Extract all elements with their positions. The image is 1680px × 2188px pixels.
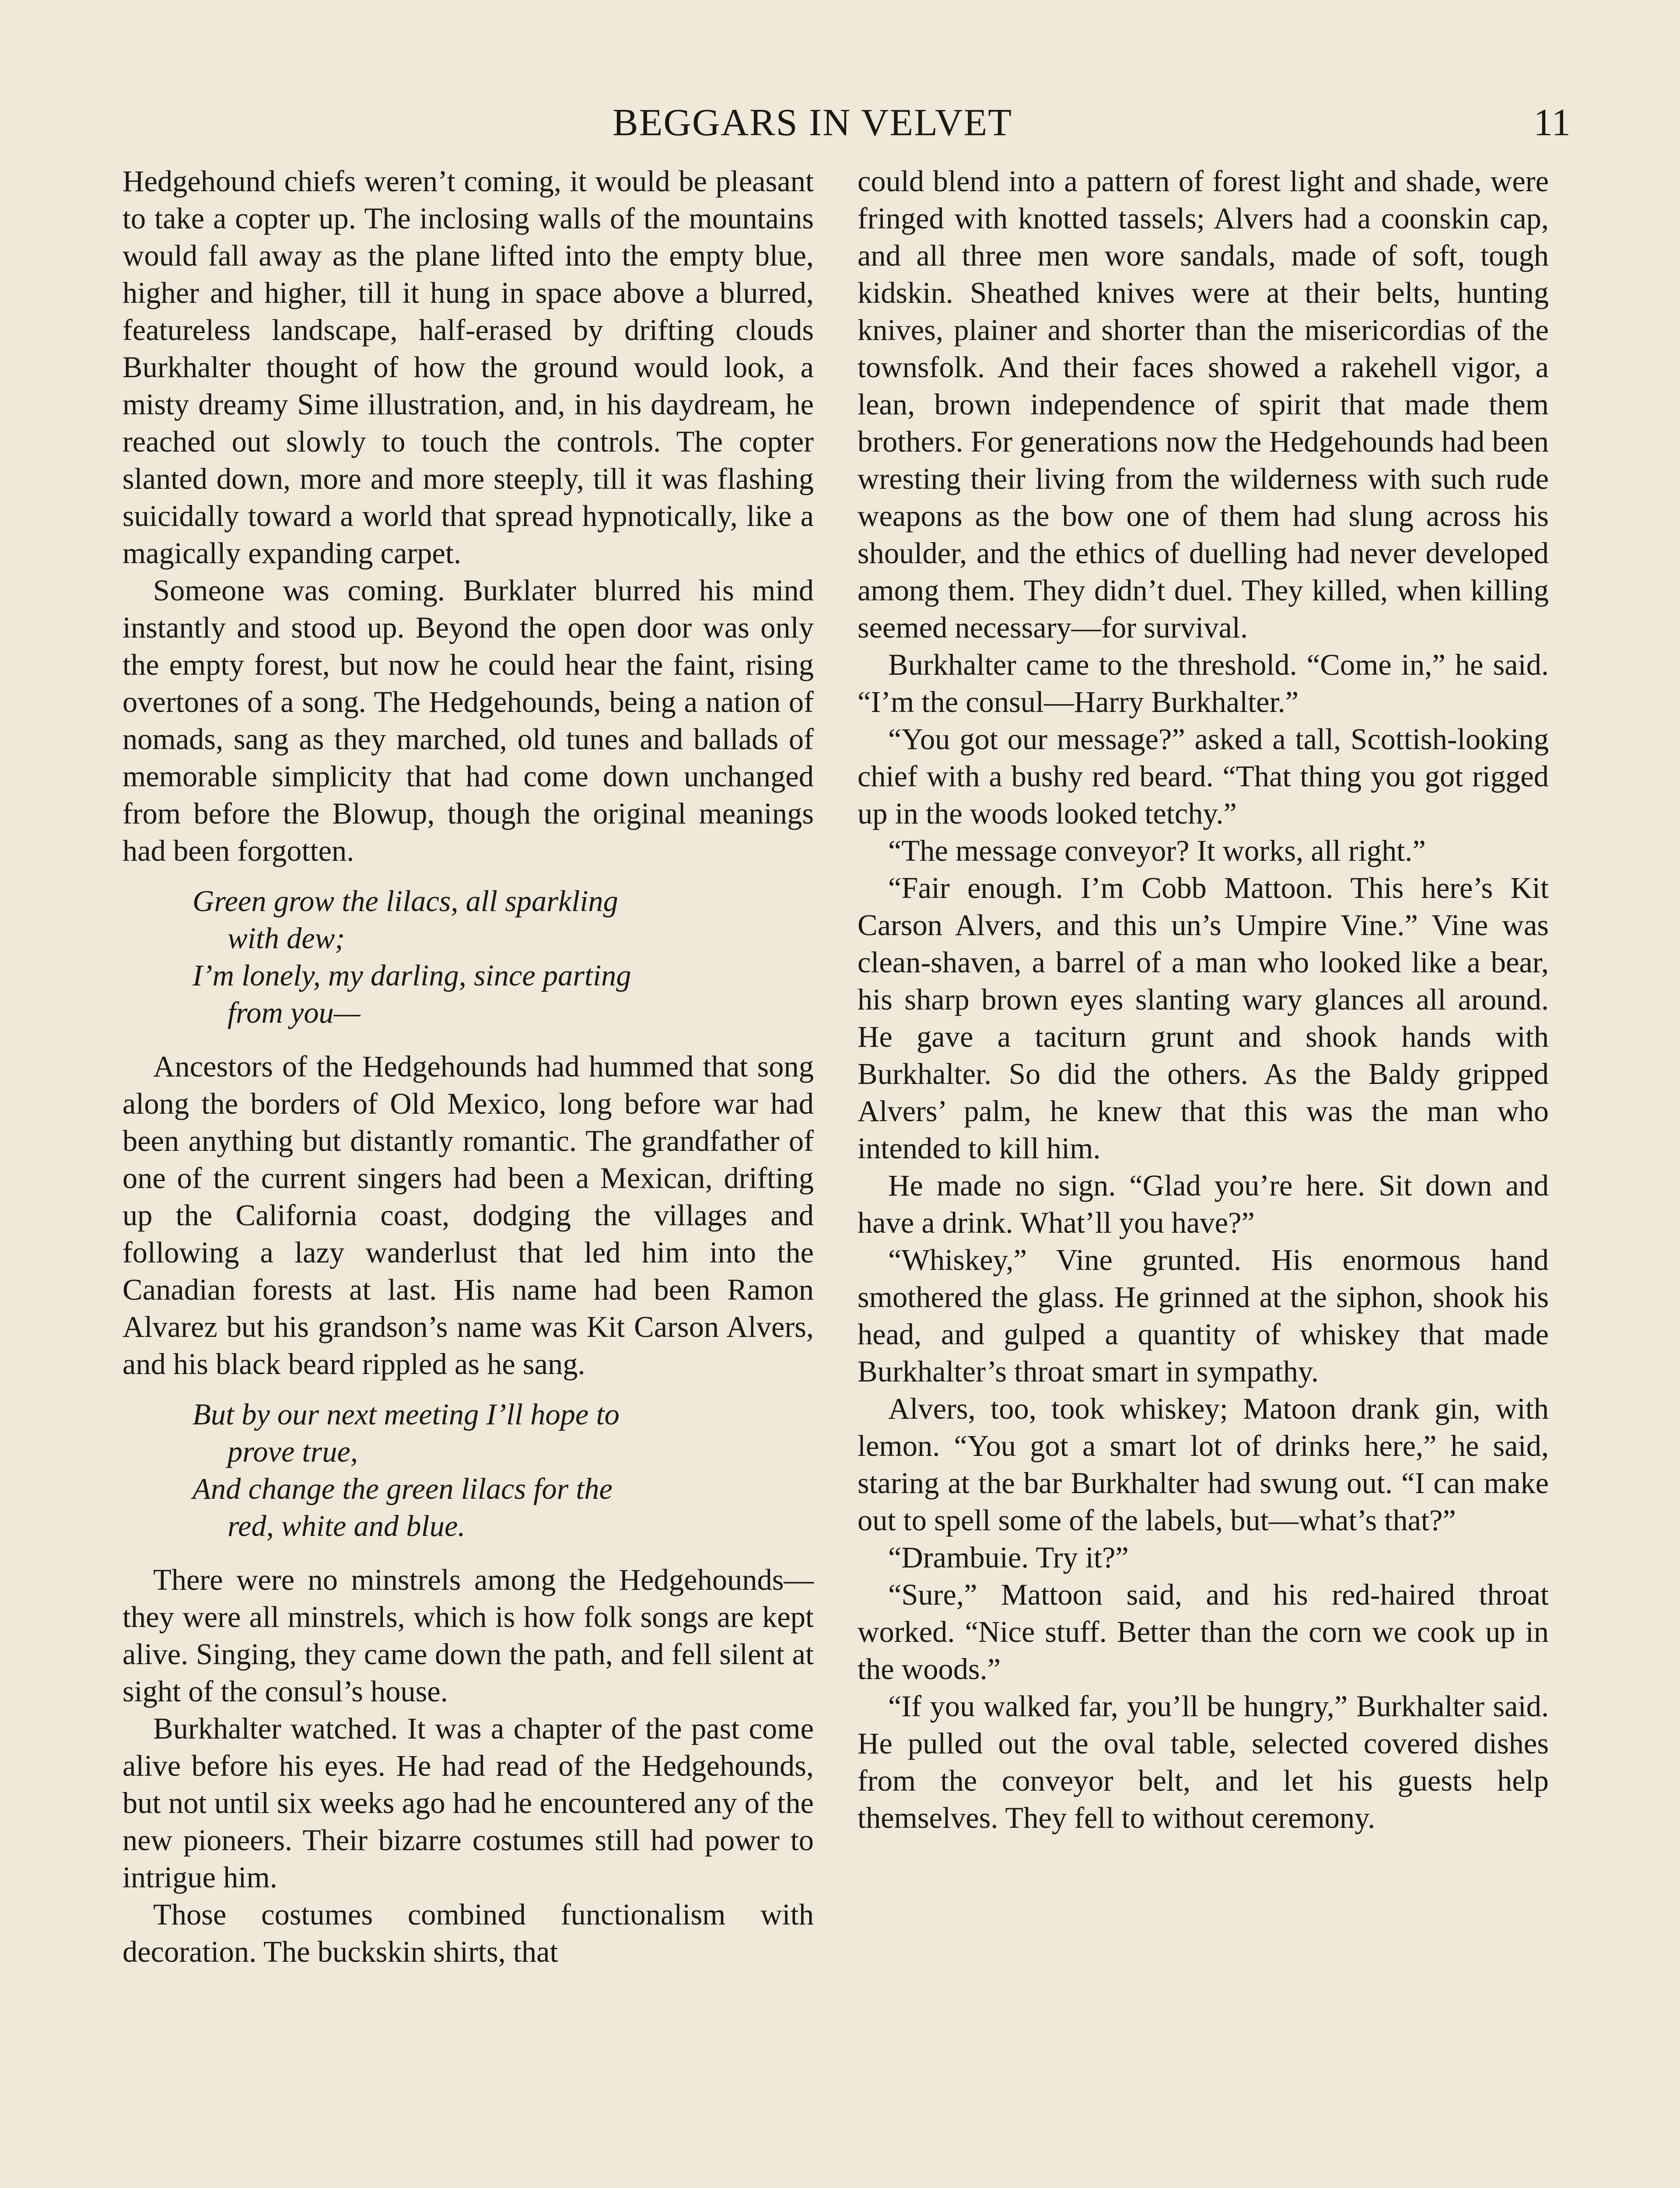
paragraph: Those costumes combined functionalism with decoration. The buckskin shirts, that — [122, 1898, 814, 1968]
verse-line: And change the green lilacs for the — [192, 1472, 613, 1505]
song-verse — [122, 883, 814, 1031]
verse-line: from you— — [228, 996, 360, 1029]
paragraph: “Fair enough. I’m Cobb Mattoon. This here’s Kit Carson Alvers, and this un’s Umpire Vine.” Vine was clean-shaven, a barrel of a man who looked like a bear, his sharp brown eyes slanting wary glances all around. He gave a taciturn grunt and shook hands with Burkhalter. So did the others. As the Baldy gripped Alvers’ palm, he knew that this was the man who intended to kill him. — [858, 871, 1549, 1165]
song-verse — [122, 1396, 814, 1545]
paragraph: There were no minstrels among the Hedgehounds—they were all minstrels, which is how folk songs are kept alive. Singing, they came down the path, and fell silent at sight of the consul’s house. — [122, 1563, 814, 1708]
paragraph: Burkhalter came to the threshold. “Come in,” he said. “I’m the consul—Harry Burkhalter.” — [858, 648, 1549, 719]
left-column — [122, 163, 814, 1971]
verse-line: with dew; — [228, 922, 345, 955]
paragraph: He made no sign. “Glad you’re here. Sit down and have a drink. What’ll you have?” — [858, 1169, 1549, 1239]
paragraph: “If you walked far, you’ll be hungry,” Burkhalter said. He pulled out the oval table, selected covered dishes from the conveyor belt, and let his guests help themselves. They fell to without ceremony. — [858, 1690, 1549, 1834]
paragraph: Hedgehound chiefs weren’t coming, it would be pleasant to take a copter up. The inclosing walls of the mountains would fall away as the plane lifted into the empty blue, higher and higher, till it hung in space above a blurred, featureless landscape, half-erased by drifting clouds Burkhalter thought of how the ground would look, a misty dreamy Sime illustration, and, in his daydream, he reached out slowly to touch the controls. The copter slanted down, more and more steeply, till it was flashing suicidally toward a world that spread hypnotically, like a magically expanding carpet. — [122, 165, 814, 570]
paragraph: “The message conveyor? It works, all right.” — [888, 834, 1426, 867]
paragraph: Someone was coming. Burklater blurred his mind instantly and stood up. Beyond the open door was only the empty forest, but now he could hear the faint, rising overtones of a song. The Hedgehounds, being a nation of nomads, sang as they marched, old tunes and ballads of memorable simplicity that had come down unchanged from before the Blowup, though the original meanings had been forgotten. — [122, 574, 814, 867]
paragraph: “You got our message?” asked a tall, Scottish-looking chief with a bushy red beard. “That thing you got rigged up in the woods looked tetchy.” — [858, 722, 1549, 830]
verse-line: Green grow the lilacs, all sparkling — [192, 884, 618, 918]
verse-line: But by our next meeting I’ll hope to — [192, 1398, 620, 1431]
paragraph: “Drambuie. Try it?” — [888, 1541, 1129, 1574]
paragraph: “Whiskey,” Vine grunted. His enormous hand smothered the glass. He grinned at the siphon, shook his head, and gulped a quantity of whiskey that made Burkhalter’s throat smart in sympathy. — [858, 1243, 1549, 1388]
paragraph: could blend into a pattern of forest light and shade, were fringed with knotted tassels; Alvers had a coonskin cap, and all three men wore sandals, made of soft, tough kidskin. Sheathed knives were at their belts, hunting knives, plainer and shorter than the misericordias of the townsfolk. And their faces showed a rakehell vigor, a lean, brown independence of spirit that made them brothers. For generations now the Hedgehounds had been wresting their living from the wilderness with such rude weapons as the bow one of them had slung across his shoulder, and the ethics of duelling had never developed among them. They didn’t duel. They killed, when killing seemed necessary—for survival. — [858, 165, 1549, 644]
paragraph: Burkhalter watched. It was a chapter of the past come alive before his eyes. He had read of the Hedgehounds, but not until six weeks ago had he encountered any of the new pioneers. Their bizarre costumes still had power to intrigue him. — [122, 1712, 814, 1894]
page-number: 11 — [1533, 102, 1571, 144]
paragraph: “Sure,” Mattoon said, and his red-haired throat worked. “Nice stuff. Better than the corn we cook up in the woods.” — [858, 1578, 1549, 1686]
verse-line: prove true, — [228, 1435, 358, 1468]
right-column — [858, 163, 1549, 1837]
verse-line: red, white and blue. — [228, 1509, 466, 1543]
running-head-title: BEGGARS IN VELVET — [612, 102, 1013, 144]
paragraph: Alvers, too, took whiskey; Matoon drank gin, with lemon. “You got a smart lot of drinks here,” he said, staring at the bar Burkhalter had swung out. “I can make out to spell some of the labels, but—what’s that?” — [858, 1392, 1549, 1537]
paragraph: Ancestors of the Hedgehounds had hummed that song along the borders of Old Mexico, long before war had been anything but distantly romantic. The grandfather of one of the current singers had been a Mexican, drifting up the California coast, dodging the villages and following a lazy wanderlust that led him into the Canadian forests at last. His name had been Ramon Alvarez but his grandson’s name was Kit Carson Alvers, and his black beard rippled as he sang. — [122, 1050, 814, 1381]
verse-line: I’m lonely, my darling, since parting — [192, 959, 631, 992]
